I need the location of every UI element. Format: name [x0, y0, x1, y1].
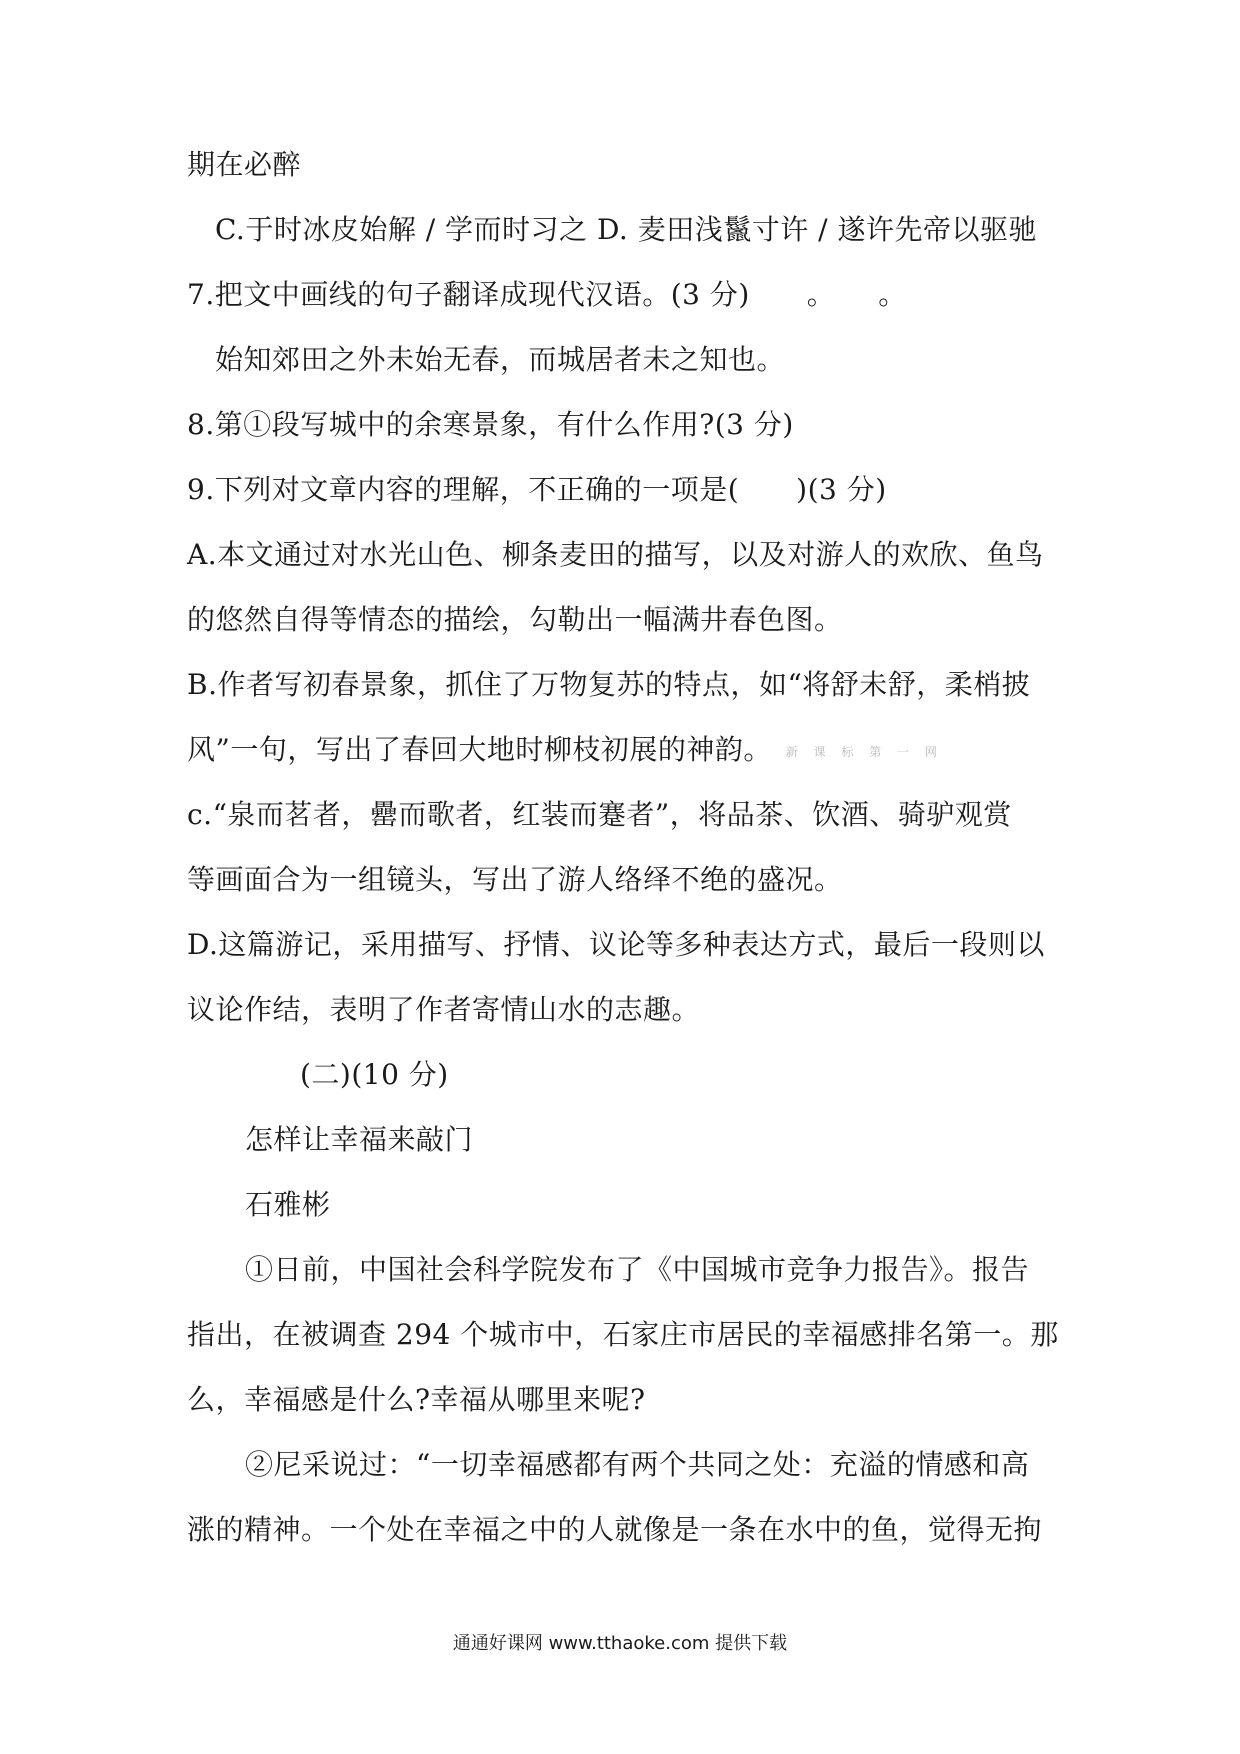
- text-line-2: C.于时冰皮始解 / 学而时习之 D. 麦田浅鬣寸许 / 遂许先帝以驱驰: [215, 213, 1037, 246]
- paragraph-1-line-1: ①日前，中国社会科学院发布了《中国城市竞争力报告》。报告: [245, 1253, 1030, 1286]
- text-line-5: 8.第①段写城中的余寒景象，有什么作用?(3 分): [187, 408, 794, 441]
- text-line-9: B.作者写初春景象，抓住了万物复苏的特点，如“将舒未舒，柔梢披: [187, 668, 1031, 701]
- text-line-6: 9.下列对文章内容的理解，不正确的一项是( )(3 分): [187, 473, 887, 506]
- text-line-7: A.本文通过对水光山色、柳条麦田的描写，以及对游人的欢欣、鱼鸟: [187, 538, 1044, 571]
- text-line-10: [187, 732, 943, 770]
- text-line-8: 的悠然自得等情态的描绘，勾勒出一幅满井春色图。: [187, 603, 843, 636]
- article-author: 石雅彬: [245, 1188, 331, 1221]
- text-line-1: 期在必醉: [187, 148, 302, 181]
- article-title: 怎样让幸福来敲门: [245, 1123, 474, 1156]
- text-line-3: 7.把文中画线的句子翻译成现代汉语。(3 分) 。 。: [187, 278, 907, 311]
- paragraph-2-line-2: 涨的精神。一个处在幸福之中的人就像是一条在水中的鱼，觉得无拘: [187, 1513, 1043, 1546]
- paragraph-1-line-3: 么，幸福感是什么?幸福从哪里来呢?: [187, 1383, 646, 1416]
- text-line-4: 始知郊田之外未始无春，而城居者未之知也。: [215, 343, 786, 376]
- section-heading: (二)(10 分): [300, 1058, 449, 1091]
- paragraph-2-line-1: ②尼采说过：“一切幸福感都有两个共同之处：充溢的情感和高: [245, 1448, 1030, 1481]
- watermark: 新 课 标 第 一 网: [785, 744, 943, 759]
- text-line-14: 议论作结，表明了作者寄情山水的志趣。: [187, 993, 701, 1026]
- page-footer: 通通好课网 www.tthaoke.com 提供下载: [452, 1633, 788, 1654]
- text-line-12: 等画面合为一组镜头，写出了游人络绎不绝的盛况。: [187, 863, 843, 896]
- text-line-13: D.这篇游记，采用描写、抒情、议论等多种表达方式，最后一段则以: [187, 928, 1045, 961]
- text-line-11: c.“泉而茗者，罍而歌者，红装而蹇者”，将品茶、饮酒、骑驴观赏: [187, 798, 1012, 831]
- text-line-10-text: 风”一句，写出了春回大地时柳枝初展的神韵。: [187, 733, 772, 766]
- paragraph-1-line-2: 指出，在被调查 294 个城市中，石家庄市居民的幸福感排名第一。那: [187, 1318, 1059, 1351]
